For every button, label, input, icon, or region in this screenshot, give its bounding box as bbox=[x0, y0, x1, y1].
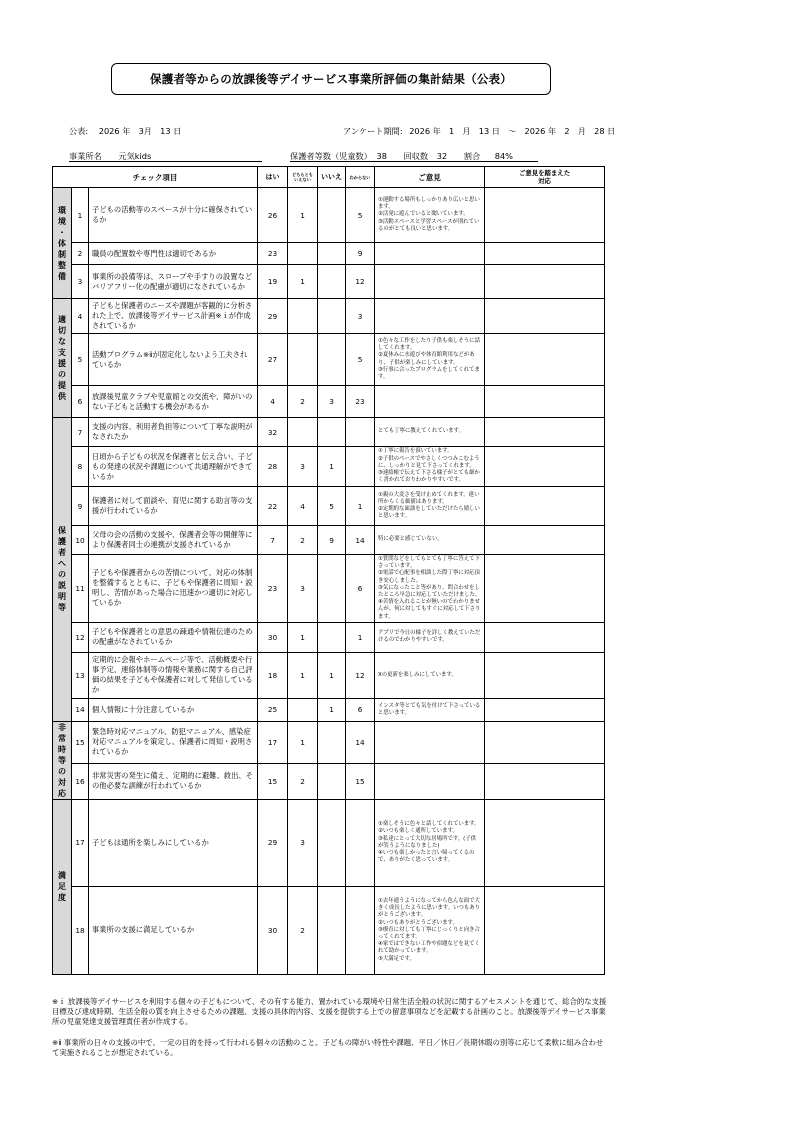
opinion-line: ②いつも楽しく通所しています。 bbox=[378, 828, 458, 835]
collected-value: 32 bbox=[436, 151, 448, 161]
count-unknown: 12 bbox=[346, 652, 375, 698]
table-row bbox=[53, 721, 605, 763]
response-cell bbox=[485, 265, 605, 299]
count-yes: 19 bbox=[258, 265, 288, 299]
response-cell bbox=[485, 188, 605, 243]
response-cell bbox=[485, 799, 605, 886]
count-unknown: 1 bbox=[346, 487, 375, 526]
count-neither bbox=[288, 243, 318, 265]
table-row bbox=[53, 763, 605, 799]
opinion-cell bbox=[375, 487, 485, 526]
opinion-line: インスタ等とても気を付けて下さっていると思います。 bbox=[378, 702, 481, 716]
category-label: 保 護 者 へ の 説 明 等 bbox=[53, 418, 72, 722]
count-neither: 2 bbox=[288, 886, 318, 974]
opinion-line: ④苦情を入れることが無いのでわかりませんが、何に対してもすぐに対応して下さります。 bbox=[378, 599, 481, 620]
evaluation-table bbox=[52, 166, 605, 975]
count-yes: 23 bbox=[258, 555, 288, 623]
table-row bbox=[53, 188, 605, 243]
check-item: 職員の配置数や専門性は適切であるか bbox=[89, 243, 258, 265]
count-neither: 1 bbox=[288, 652, 318, 698]
check-item: 活動プログラム※ⅱが固定化しないよう工夫されているか bbox=[89, 334, 258, 386]
check-item: 緊急時対応マニュアル、防犯マニュアル、感染症対応マニュアルを策定し、保護者に周知・説明されているか bbox=[89, 721, 258, 763]
table-row bbox=[53, 299, 605, 334]
response-cell bbox=[485, 418, 605, 447]
count-unknown bbox=[346, 447, 375, 487]
opinion-line: 特に必要と感じていない。 bbox=[378, 536, 443, 543]
survey-period-label: アンケート期間: bbox=[343, 126, 403, 136]
count-no: 1 bbox=[318, 652, 346, 698]
report-title: 保護者等からの放課後等デイサービス事業所評価の集計結果（公表） bbox=[111, 63, 551, 95]
opinion-cell bbox=[375, 799, 485, 886]
response-cell bbox=[485, 487, 605, 526]
check-item: 保護者に対して面談や、育児に関する助言等の支援が行われているか bbox=[89, 487, 258, 526]
count-yes: 4 bbox=[258, 386, 288, 418]
count-yes: 29 bbox=[258, 799, 288, 886]
count-neither: 1 bbox=[288, 265, 318, 299]
row-number: 10 bbox=[72, 526, 89, 555]
count-no bbox=[318, 721, 346, 763]
count-yes: 30 bbox=[258, 886, 288, 974]
row-number: 17 bbox=[72, 799, 89, 886]
response-cell bbox=[485, 526, 605, 555]
count-neither: 3 bbox=[288, 555, 318, 623]
count-no: 1 bbox=[318, 447, 346, 487]
opinion-cell bbox=[375, 652, 485, 698]
row-number: 6 bbox=[72, 386, 89, 418]
count-neither: 1 bbox=[288, 622, 318, 652]
count-neither bbox=[288, 299, 318, 334]
opinion-line: ①丁寧に報告を頂いています。 bbox=[378, 448, 453, 455]
count-yes: 28 bbox=[258, 447, 288, 487]
opinion-line: Xの更新を楽しみにしています。 bbox=[378, 671, 457, 678]
footnote-2: ※ⅱ 事業所の日々の支援の中で、一定の目的を持って行われる個々の活動のこと。子どもの障がい特性や課題、平日／休日／長期休暇の別等に応じて柔軟に組み合わせて実施されることが想定されている。 bbox=[52, 1038, 604, 1057]
category-label: 満 足 度 bbox=[53, 799, 72, 974]
count-yes: 29 bbox=[258, 299, 288, 334]
response-cell bbox=[485, 698, 605, 721]
row-number: 2 bbox=[72, 243, 89, 265]
collected-label: 回収数 bbox=[403, 151, 429, 161]
row-number: 18 bbox=[72, 886, 89, 974]
count-no bbox=[318, 622, 346, 652]
opinion-cell bbox=[375, 334, 485, 386]
row-number: 3 bbox=[72, 265, 89, 299]
response-cell bbox=[485, 334, 605, 386]
category-label: 適 切 な 支 援 の 提 供 bbox=[53, 299, 72, 418]
count-neither: 4 bbox=[288, 487, 318, 526]
opinion-line: ①質問などをしてもとても丁寧に答えて下さっています。 bbox=[378, 556, 480, 570]
stats-underline bbox=[290, 161, 538, 162]
count-yes: 7 bbox=[258, 526, 288, 555]
opinion-cell bbox=[375, 188, 485, 243]
check-item: 子どもは通所を楽しみにしているか bbox=[89, 799, 258, 886]
table-row bbox=[53, 243, 605, 265]
opinion-cell bbox=[375, 386, 485, 418]
guardians-label: 保護者等数（児童数） bbox=[290, 151, 372, 161]
count-neither: 2 bbox=[288, 526, 318, 555]
opinion-cell bbox=[375, 698, 485, 721]
count-yes: 25 bbox=[258, 698, 288, 721]
opinion-line: ②定期的な面談をしていただけたら嬉しいと思います。 bbox=[378, 506, 480, 520]
count-unknown: 5 bbox=[346, 188, 375, 243]
count-unknown: 14 bbox=[346, 721, 375, 763]
table-row bbox=[53, 265, 605, 299]
opinion-cell bbox=[375, 763, 485, 799]
row-number: 8 bbox=[72, 447, 89, 487]
count-unknown: 14 bbox=[346, 526, 375, 555]
count-no: 5 bbox=[318, 487, 346, 526]
opinion-line: ③療育に対しても丁寧にじっくりと向き合ってくれてます。 bbox=[378, 926, 480, 940]
row-number: 16 bbox=[72, 763, 89, 799]
response-cell bbox=[485, 652, 605, 698]
count-neither bbox=[288, 334, 318, 386]
header-opinion: ご意見 bbox=[375, 167, 485, 188]
count-yes: 32 bbox=[258, 418, 288, 447]
check-item: 事業所の設備等は、スロープや手すりの設置などバリアフリー化の配慮が適切になされているか bbox=[89, 265, 258, 299]
response-cell bbox=[485, 243, 605, 265]
count-unknown bbox=[346, 799, 375, 886]
table-header-row bbox=[53, 167, 605, 188]
opinion-line: ②電話で心配事を相談した際丁寧に対応頂き安心しました。 bbox=[378, 570, 480, 584]
count-unknown: 6 bbox=[346, 555, 375, 623]
check-item: 定期的に会報やホームページ等で、活動概要や行事予定、連絡体制等の情報や業務に関する自己評価の結果を子どもや保護者に対して発信しているか bbox=[89, 652, 258, 698]
count-no bbox=[318, 763, 346, 799]
opinion-line: ⑤大満足です。 bbox=[378, 955, 415, 962]
office-name: 元気kids bbox=[118, 151, 152, 161]
opinion-line: アプリで今日の様子を詳しく教えていただけるのでわかりやすいです。 bbox=[378, 630, 481, 644]
opinion-line: とても丁寧に教えてくれています。 bbox=[378, 428, 464, 435]
survey-period-value: 2026 年 1 月 13 日 ～ 2026 年 2 月 28 日 bbox=[409, 126, 616, 136]
count-neither: 1 bbox=[288, 188, 318, 243]
response-cell bbox=[485, 447, 605, 487]
check-item: 非常災害の発生に備え、定期的に避難、救出、その他必要な訓練が行われているか bbox=[89, 763, 258, 799]
opinion-cell bbox=[375, 622, 485, 652]
category-label: 環 境 ・ 体 制 整 備 bbox=[53, 188, 72, 299]
count-yes: 17 bbox=[258, 721, 288, 763]
publish-date: 2026 年 3月 13 日 bbox=[98, 126, 182, 136]
row-number: 5 bbox=[72, 334, 89, 386]
count-no: 1 bbox=[318, 698, 346, 721]
count-yes: 22 bbox=[258, 487, 288, 526]
count-yes: 26 bbox=[258, 188, 288, 243]
count-unknown: 1 bbox=[346, 622, 375, 652]
count-no: 9 bbox=[318, 526, 346, 555]
count-neither: 3 bbox=[288, 799, 318, 886]
response-cell bbox=[485, 886, 605, 974]
response-cell bbox=[485, 763, 605, 799]
response-cell bbox=[485, 386, 605, 418]
header-no: いいえ bbox=[318, 167, 346, 188]
count-unknown: 6 bbox=[346, 698, 375, 721]
survey-period-row bbox=[343, 126, 615, 137]
row-number: 9 bbox=[72, 487, 89, 526]
table-row bbox=[53, 886, 605, 974]
publish-date-row bbox=[69, 126, 181, 137]
count-unknown: 5 bbox=[346, 334, 375, 386]
opinion-line: ③行事に合ったプログラムをしてくれてます。 bbox=[378, 366, 480, 380]
opinion-cell bbox=[375, 265, 485, 299]
count-no bbox=[318, 418, 346, 447]
ratio-label: 割合 bbox=[463, 151, 481, 161]
row-number: 1 bbox=[72, 188, 89, 243]
office-underline bbox=[69, 161, 262, 162]
table-row bbox=[53, 555, 605, 623]
opinion-cell bbox=[375, 447, 485, 487]
opinion-line: ①運動する場所もしっかりあり広いと思います。 bbox=[378, 196, 480, 211]
count-yes: 23 bbox=[258, 243, 288, 265]
count-no bbox=[318, 265, 346, 299]
count-yes: 30 bbox=[258, 622, 288, 652]
count-no bbox=[318, 334, 346, 386]
opinion-cell bbox=[375, 299, 485, 334]
footnote-1: ※ｉ 放課後等デイサービスを利用する個々の子どもについて、その有する能力、置かれている環境や日常生活全般の状況に関するアセスメントを通じて、総合的な支援目標及び達成時期、生活全般の質を向上させるための課題、支援の具体的内容、支援を提供する上での留意事項などを記載する計画のこと。放課後等デイサービス事業所の児童発達支援管理責任者が作成する。 bbox=[52, 997, 607, 1026]
table-row bbox=[53, 622, 605, 652]
opinion-cell bbox=[375, 418, 485, 447]
header-yes: はい bbox=[258, 167, 288, 188]
count-no bbox=[318, 299, 346, 334]
opinion-cell bbox=[375, 243, 485, 265]
count-neither: 2 bbox=[288, 763, 318, 799]
count-yes: 18 bbox=[258, 652, 288, 698]
check-item: 父母の会の活動の支援や、保護者会等の開催等により保護者同士の連携が支援されているか bbox=[89, 526, 258, 555]
response-cell bbox=[485, 299, 605, 334]
check-item: 個人情報に十分注意しているか bbox=[89, 698, 258, 721]
count-neither bbox=[288, 698, 318, 721]
opinion-line: ②夏休みに水遊びや体育館利用などがあり、子供が楽しみにしています。 bbox=[378, 352, 475, 366]
check-item: 事業所の支援に満足しているか bbox=[89, 886, 258, 974]
row-number: 4 bbox=[72, 299, 89, 334]
count-unknown: 15 bbox=[346, 763, 375, 799]
row-number: 14 bbox=[72, 698, 89, 721]
response-cell bbox=[485, 555, 605, 623]
opinion-cell bbox=[375, 555, 485, 623]
row-number: 13 bbox=[72, 652, 89, 698]
row-number: 12 bbox=[72, 622, 89, 652]
table-row bbox=[53, 418, 605, 447]
category-label: 非 常 時 等 の 対 応 bbox=[53, 721, 72, 799]
opinion-line: ②活発に遊んでいると聞いています。 bbox=[378, 211, 469, 218]
header-check-item: チェック項目 bbox=[53, 167, 258, 188]
row-number: 11 bbox=[72, 555, 89, 623]
header-response: ご意見を踏まえた 対応 bbox=[485, 167, 605, 188]
count-neither: 2 bbox=[288, 386, 318, 418]
count-neither: 3 bbox=[288, 447, 318, 487]
opinion-line: ①親の大変さを受け止めてくれます。違い所からくる価値はあります。 bbox=[378, 491, 480, 505]
count-no bbox=[318, 886, 346, 974]
table-row bbox=[53, 386, 605, 418]
check-item: 子どもや保護者からの苦情について、対応の体制を整備するとともに、子どもや保護者に周知・説明し、苦情があった場合に迅速かつ適切に対応しているか bbox=[89, 555, 258, 623]
count-neither: 1 bbox=[288, 721, 318, 763]
table-row bbox=[53, 487, 605, 526]
office-label: 事業所名 bbox=[69, 151, 102, 161]
count-no bbox=[318, 188, 346, 243]
guardians-value: 38 bbox=[376, 151, 387, 161]
row-number: 15 bbox=[72, 721, 89, 763]
opinion-cell bbox=[375, 721, 485, 763]
opinion-line: ④いつも楽しかったと言い帰ってくるので、ありがたく思っています。 bbox=[378, 850, 475, 864]
row-number: 7 bbox=[72, 418, 89, 447]
check-item: 子どもや保護者との意思の疎通や情報伝達のための配慮がなされているか bbox=[89, 622, 258, 652]
opinion-line: ③気になったこと等があり、問合わせをしたところ早急に対応していただけました。 bbox=[378, 584, 481, 599]
count-unknown: 9 bbox=[346, 243, 375, 265]
count-yes: 15 bbox=[258, 763, 288, 799]
response-cell bbox=[485, 622, 605, 652]
count-unknown: 12 bbox=[346, 265, 375, 299]
opinion-line: ④家ではできない工作や宿題などを見てくれて助かっています。 bbox=[378, 941, 480, 955]
opinion-line: ③私達にとって大切な居場所です。(子供が笑うようになりました) bbox=[378, 835, 477, 849]
opinion-line: ①色々な工作をしたり子供も楽しそうに話してくれます。 bbox=[378, 337, 480, 352]
count-no bbox=[318, 799, 346, 886]
count-no: 3 bbox=[318, 386, 346, 418]
opinion-line: ②子供のペースでやさしくつつみこむように、しっかりと見て下さってくれます。 bbox=[378, 455, 480, 469]
count-no bbox=[318, 555, 346, 623]
opinion-line: ③活動スペースと学習スペースが別れているのがとても良いと思います。 bbox=[378, 218, 480, 232]
check-item: 子どもと保護者のニーズや課題が客観的に分析された上で、放課後等デイサービス計画※ｉが作成されているか bbox=[89, 299, 258, 334]
count-unknown: 23 bbox=[346, 386, 375, 418]
ratio-value: 84% bbox=[494, 151, 513, 161]
check-item: 放課後児童クラブや児童館との交流や、障がいのない子どもと活動する機会があるか bbox=[89, 386, 258, 418]
check-item: 支援の内容、利用者負担等について丁寧な説明がなされたか bbox=[89, 418, 258, 447]
count-yes: 27 bbox=[258, 334, 288, 386]
response-cell bbox=[485, 721, 605, 763]
check-item: 子どもの活動等のスペースが十分に確保されているか bbox=[89, 188, 258, 243]
count-unknown bbox=[346, 886, 375, 974]
table-row bbox=[53, 652, 605, 698]
table-row bbox=[53, 334, 605, 386]
opinion-line: ①去年通うようになってから色んな面で大きく成長したように思います。いつもありがとうございます。 bbox=[378, 897, 481, 919]
table-row bbox=[53, 526, 605, 555]
opinion-line: ②いつもありがとうございます。 bbox=[378, 919, 458, 926]
table-row bbox=[53, 799, 605, 886]
table-row bbox=[53, 698, 605, 721]
opinion-line: ③連絡帳で伝えて下さる様子がとても細かく書かれておりわかりやすいです。 bbox=[378, 470, 480, 484]
opinion-line: ①楽しそうに色々と話してくれています。 bbox=[378, 821, 480, 828]
header-unknown: わからない bbox=[346, 167, 375, 188]
opinion-cell bbox=[375, 526, 485, 555]
count-unknown: 3 bbox=[346, 299, 375, 334]
count-unknown bbox=[346, 418, 375, 447]
count-neither bbox=[288, 418, 318, 447]
header-neither: どちらとも いえない bbox=[288, 167, 318, 188]
count-no bbox=[318, 243, 346, 265]
opinion-cell bbox=[375, 886, 485, 974]
publish-label: 公表: bbox=[69, 126, 89, 136]
check-item: 日頃から子どもの状況を保護者と伝え合い、子どもの発達の状況や課題について共通理解ができているか bbox=[89, 447, 258, 487]
table-row bbox=[53, 447, 605, 487]
